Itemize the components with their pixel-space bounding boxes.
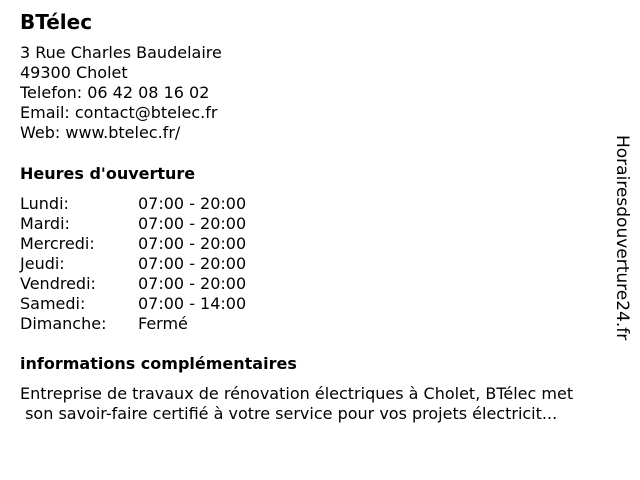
site-watermark: Horairesdouverture24.fr	[612, 135, 632, 341]
hours-time: 07:00 - 20:00	[138, 214, 247, 233]
hours-row	[20, 294, 246, 314]
hours-row	[20, 214, 246, 234]
address-line1: 3 Rue Charles Baudelaire	[20, 43, 222, 62]
hours-table	[20, 194, 246, 334]
hours-time: 07:00 - 20:00	[138, 254, 247, 273]
hours-row	[20, 274, 246, 294]
info-title: informations complémentaires	[20, 354, 297, 373]
contact-block	[20, 43, 222, 143]
hours-time: Fermé	[138, 314, 188, 333]
web-row	[20, 123, 222, 143]
hours-row	[20, 194, 246, 214]
hours-title: Heures d'ouverture	[20, 164, 196, 183]
hours-time: 07:00 - 20:00	[138, 234, 247, 253]
info-line-2: son savoir-faire certifié à votre service pour vos projets électricit...	[20, 404, 558, 423]
hours-time: 07:00 - 14:00	[138, 294, 247, 313]
hours-day: Lundi:	[20, 194, 69, 213]
phone-label: Telefon:	[20, 83, 88, 102]
email-row	[20, 103, 222, 123]
business-name: BTélec	[20, 10, 93, 34]
hours-row	[20, 254, 246, 274]
hours-time: 07:00 - 20:00	[138, 194, 247, 213]
phone-number[interactable]: 06 42 08 16 02	[87, 83, 210, 102]
web-label: Web:	[20, 123, 66, 142]
web-link[interactable]: www.btelec.fr/	[65, 123, 181, 142]
email-address[interactable]: contact@btelec.fr	[74, 103, 218, 122]
hours-day: Dimanche:	[20, 314, 107, 333]
hours-day: Jeudi:	[20, 254, 65, 273]
email-label: Email:	[20, 103, 75, 122]
hours-day: Mardi:	[20, 214, 70, 233]
hours-row	[20, 234, 246, 254]
address-line2: 49300 Cholet	[20, 63, 128, 82]
info-line-1: Entreprise de travaux de rénovation électriques à Cholet, BTélec met	[20, 384, 574, 403]
hours-day: Samedi:	[20, 294, 86, 313]
info-description	[20, 384, 630, 424]
hours-day: Mercredi:	[20, 234, 95, 253]
phone-row	[20, 83, 222, 103]
hours-day: Vendredi:	[20, 274, 96, 293]
hours-time: 07:00 - 20:00	[138, 274, 247, 293]
hours-row	[20, 314, 246, 334]
